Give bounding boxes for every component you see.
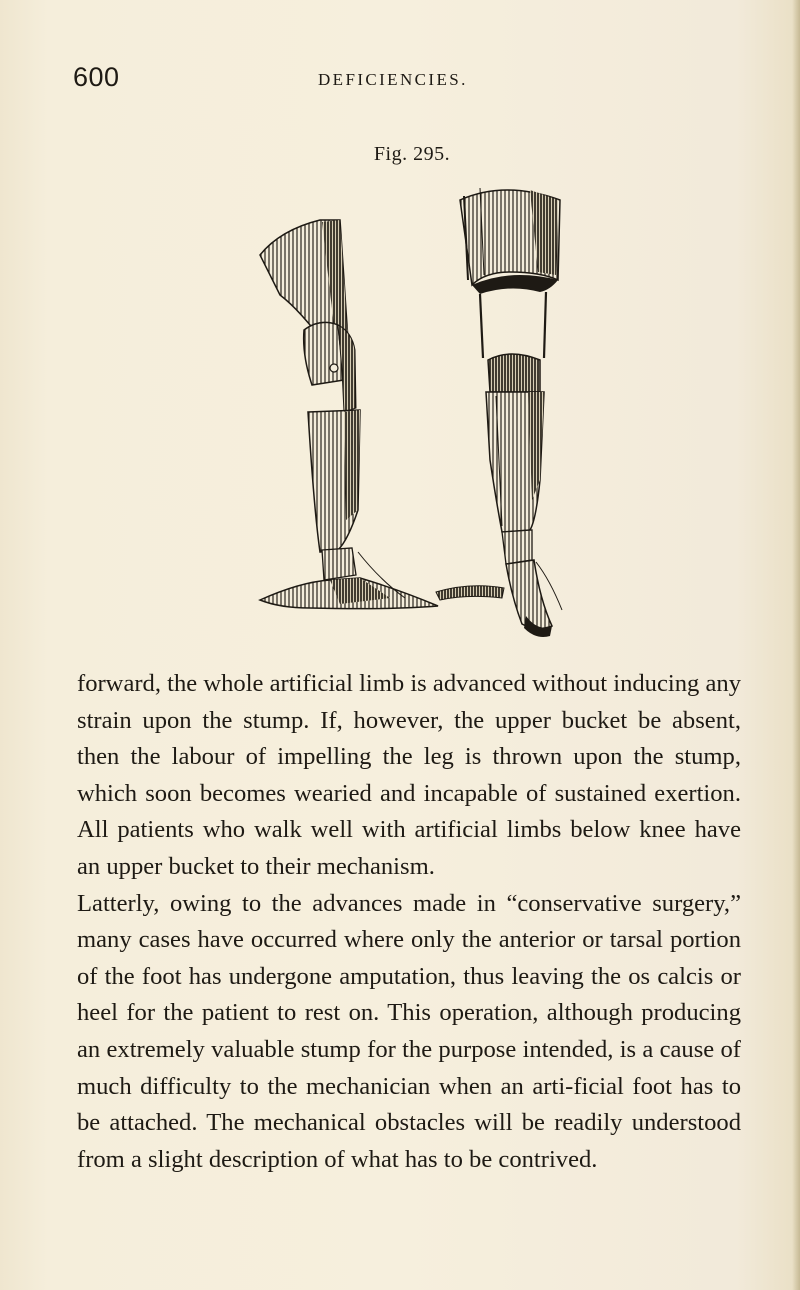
page-number: 600: [73, 62, 120, 92]
left-leg-side-view: [260, 220, 438, 609]
page-edge-shadow: [792, 0, 800, 1290]
artificial-leg-illustration: [240, 180, 580, 640]
paragraph: Latterly, owing to the advances made in “conservative surgery,” many cases have occurred where only the anterior or tarsal portion of the foot has undergone amputation, thus leaving the os calcis or heel for the patient to rest on. This operation, although producing an extremely valuable stump for the purpose intended, is a cause of much difficulty to the mechanician when an arti-ficial foot has to be attached. The mechanical obstacles will be readily understood from a slight description of what has to be contrived.: [77, 889, 741, 1173]
running-title: DEFICIENCIES.: [318, 70, 468, 89]
right-leg-front-view: [436, 188, 562, 637]
paragraph: forward, the whole artificial limb is advanced without inducing any strain upon the stump. If, however, the upper bucket be absent, then the labour of impelling the leg is thrown upon the stump, which soon becomes wearied and incapable of sustained exertion. All patients who walk well with artificial limbs below knee have an upper bucket to their mechanism.: [77, 670, 741, 880]
figure-caption: Fig. 295.: [373, 143, 451, 165]
body-text: [77, 666, 741, 1178]
running-head: [73, 62, 723, 96]
artificial-leg-figure: [240, 180, 580, 640]
